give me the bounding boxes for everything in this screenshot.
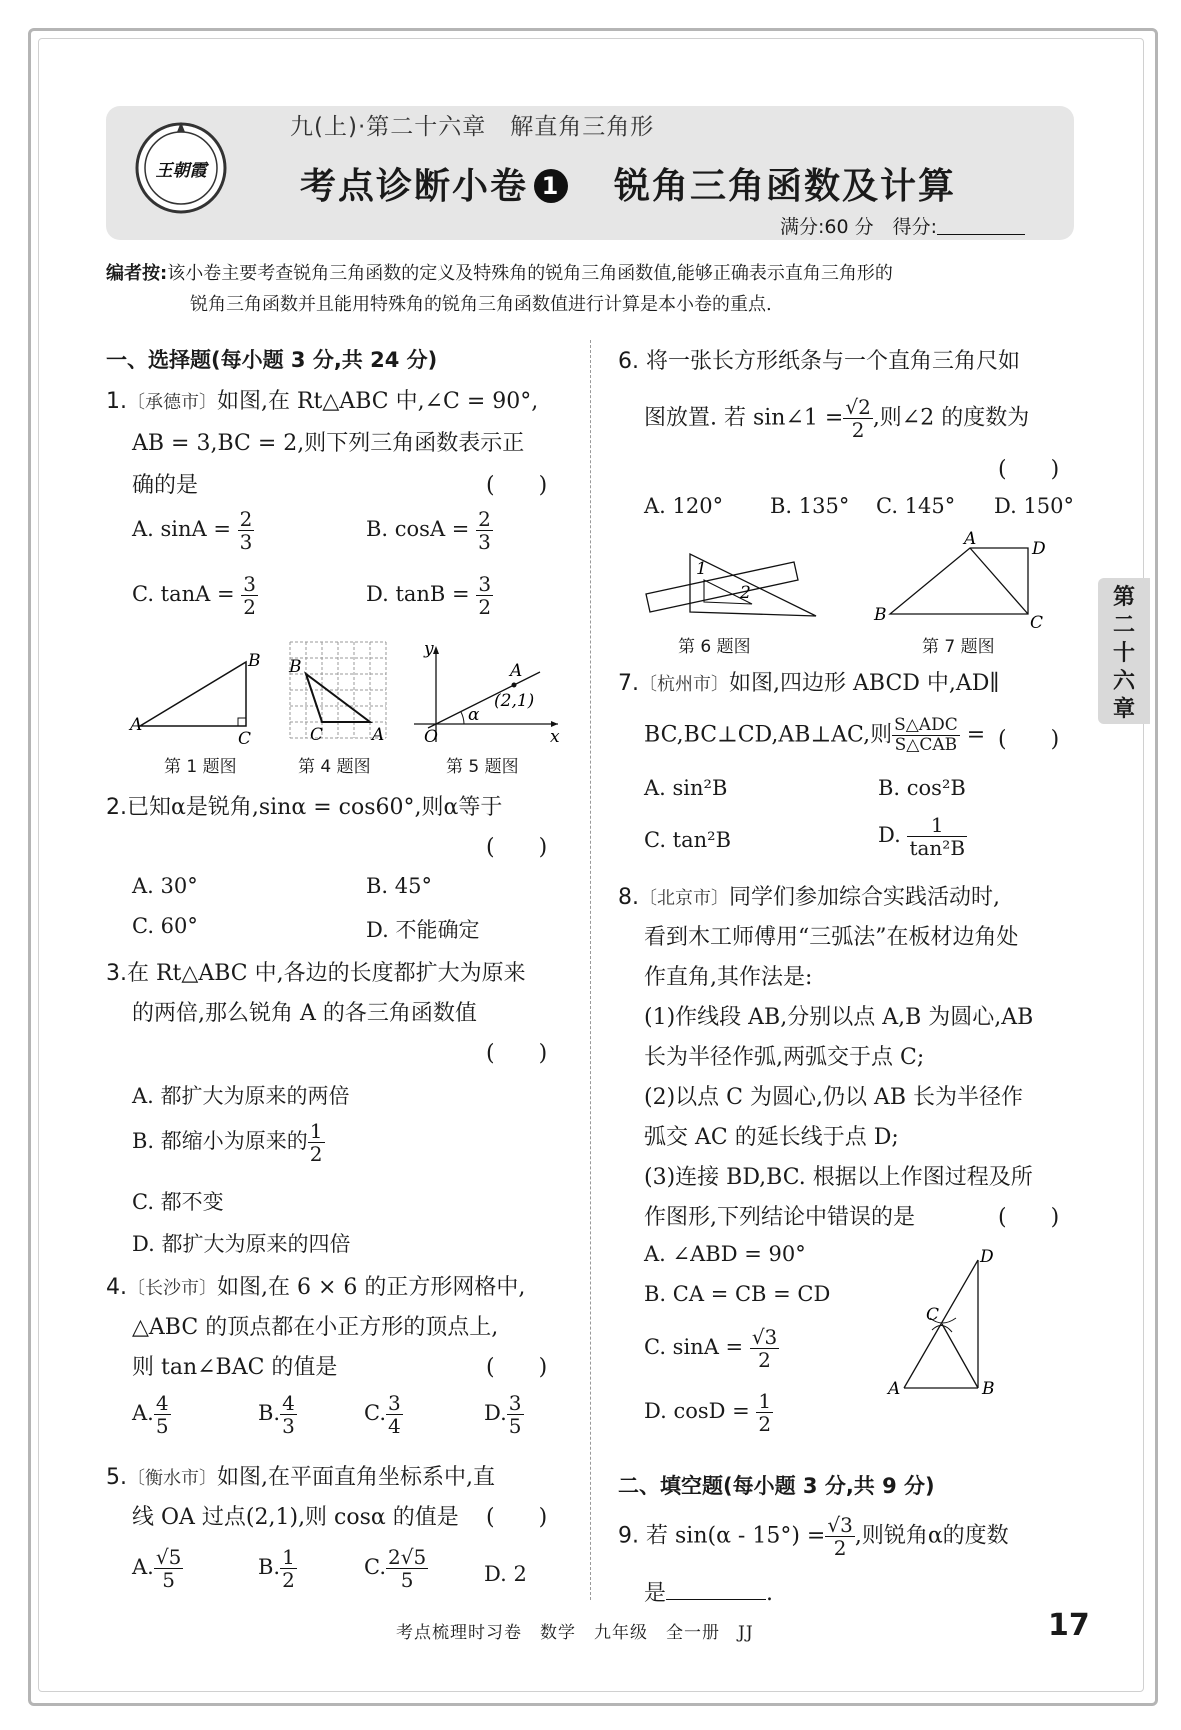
q7-option-a: A. sin²B: [644, 776, 728, 800]
caption-fig7: 第 7 题图: [922, 637, 995, 657]
svg-text:(2,1): (2,1): [494, 691, 535, 711]
q5-option-b: B. $\frac{1}{2}$: [258, 1545, 295, 1592]
q4-option-a: A. $\frac{4}{5}$: [132, 1391, 169, 1438]
q4-answer-bracket: ( ): [486, 1355, 548, 1380]
q6-option-d: D. 150°: [994, 494, 1075, 518]
q4-line1: 4.〔长沙市〕如图,在 6 × 6 的正方形网格中,: [106, 1275, 526, 1300]
q3-line2: 的两倍,那么锐角 A 的各三角函数值: [132, 1001, 477, 1026]
q7-option-c: C. tan²B: [644, 828, 732, 852]
svg-text:王朝霞: 王朝霞: [155, 161, 207, 181]
q8-answer-bracket: ( ): [998, 1205, 1060, 1230]
q8-step2b: 弧交 AC 的延长线于点 D;: [644, 1125, 899, 1150]
column-divider: [590, 340, 592, 1600]
q1-line3: 确的是: [132, 473, 199, 498]
figure-q6: [640, 542, 820, 624]
q2-option-b: B. 45°: [366, 874, 433, 898]
q6-option-c: C. 145°: [876, 494, 956, 518]
footer-text: 考点梳理时习卷 数学 九年级 全一册 JJ: [396, 1623, 754, 1643]
q4-option-c: C. $\frac{3}{4}$: [364, 1391, 401, 1438]
q4-option-b: B. $\frac{4}{3}$: [258, 1391, 295, 1438]
page-number: 17: [1048, 1608, 1090, 1643]
q7-line1: 7.〔杭州市〕如图,四边形 ABCD 中,AD∥: [618, 671, 1000, 696]
svg-text:2: 2: [740, 583, 751, 603]
svg-text:D: D: [1032, 539, 1046, 559]
publisher-logo: [133, 118, 229, 214]
q2-answer-bracket: ( ): [486, 835, 548, 860]
svg-text:B: B: [248, 651, 261, 671]
q8-option-a: A. ∠ABD = 90°: [644, 1242, 806, 1266]
section-2-title: 二、填空题(每小题 3 分,共 9 分): [618, 1474, 935, 1498]
figure-q7: [870, 529, 1060, 633]
q4-line3: 则 tan∠BAC 的值是: [132, 1355, 338, 1380]
svg-text:y: y: [424, 639, 434, 659]
svg-text:C: C: [926, 1305, 940, 1325]
svg-text:C: C: [1030, 613, 1044, 633]
svg-text:B: B: [289, 657, 302, 677]
q6-line2: 图放置. 若 sin∠1 = $\frac{√2}{2}$ ,则∠2 的度数为: [644, 395, 1030, 442]
figure-q5: [406, 640, 566, 746]
q3-option-d: D. 都扩大为原来的四倍: [132, 1232, 351, 1256]
q3-line1: 3.在 Rt△ABC 中,各边的长度都扩大为原来: [106, 961, 526, 986]
svg-text:A: A: [510, 661, 523, 681]
svg-text:1: 1: [696, 559, 707, 579]
editor-note: 编者按:该小卷主要考查锐角三角函数的定义及特殊角的锐角三角函数值,能够正确表示直角三角形的 锐角三角函数并且能用特殊角的锐角三角函数值进行计算是本小卷的重点.: [106, 263, 893, 315]
caption-fig5: 第 5 题图: [446, 757, 519, 777]
q5-option-a: A. $\frac{√5}{5}$: [132, 1545, 182, 1592]
q8-option-d: D. cosD = $\frac{1}{2}$: [644, 1389, 772, 1436]
q9-line2: 是 .: [644, 1581, 774, 1606]
q8-step1b: 长为半径作弧,两弧交于点 C;: [644, 1045, 925, 1070]
q1-option-b: B. cosA = $\frac{2}{3}$: [366, 507, 491, 554]
page-title: 考点诊断小卷 1 锐角三角函数及计算: [300, 166, 957, 207]
figure-q8: [886, 1248, 1006, 1402]
q1-line1: 1.〔承德市〕如图,在 Rt△ABC 中,∠C = 90°,: [106, 389, 539, 414]
q1-option-c: C. tanA = $\frac{3}{2}$: [132, 572, 257, 619]
q3-option-b: B. 都缩小为原来的 $\frac{1}{2}$: [132, 1119, 323, 1166]
q8-option-b: B. CA = CB = CD: [644, 1282, 831, 1306]
svg-text:C: C: [238, 729, 252, 749]
q2-option-a: A. 30°: [132, 874, 198, 898]
svg-text:B: B: [874, 605, 887, 625]
chapter-side-tab: 第二十六章: [1098, 578, 1150, 724]
q9-line1: 9. 若 sin(α - 15°) = $\frac{√3}{2}$ ,则锐角α的度数: [618, 1513, 1009, 1560]
q5-line2: 线 OA 过点(2,1),则 cosα 的值是: [132, 1505, 459, 1530]
q7-option-d: D. $\frac{1}{\text{tan²B}}$: [878, 813, 966, 860]
q8-line2: 看到木工师傅用“三弧法”在板材边角处: [644, 925, 1019, 950]
q7-line2: BC,BC⊥CD,AB⊥AC,则 $\frac{\text{S△ADC}}{\text{S△CAB}}$ =: [644, 715, 986, 755]
q3-option-a: A. 都扩大为原来的两倍: [132, 1084, 350, 1108]
q1-option-a: A. sinA = $\frac{2}{3}$: [132, 507, 253, 554]
q8-line3: 作直角,其作法是:: [644, 965, 813, 990]
svg-text:A: A: [130, 715, 143, 735]
q1-line2: AB = 3,BC = 2,则下列三角函数表示正: [132, 431, 525, 456]
figure-q1: [128, 648, 278, 749]
svg-text:A: A: [372, 725, 385, 745]
q4-option-d: D. $\frac{3}{5}$: [484, 1391, 522, 1438]
q1-answer-bracket: ( ): [486, 473, 548, 498]
q5-option-c: C. $\frac{2√5}{5}$: [364, 1545, 427, 1592]
svg-text:A: A: [888, 1379, 901, 1399]
svg-text:C: C: [310, 725, 324, 745]
q7-answer-bracket: ( ): [998, 727, 1060, 752]
q5-option-d: D. 2: [484, 1562, 527, 1586]
svg-text:A: A: [964, 529, 977, 549]
q2-option-c: C. 60°: [132, 914, 198, 938]
svg-text:x: x: [550, 727, 560, 747]
q2-line1: 2.已知α是锐角,sinα = cos60°,则α等于: [106, 795, 503, 820]
q8-step2a: (2)以点 C 为圆心,仍以 AB 长为半径作: [644, 1085, 1024, 1110]
q5-answer-bracket: ( ): [486, 1505, 548, 1530]
q8-line1: 8.〔北京市〕同学们参加综合实践活动时,: [618, 885, 1000, 910]
caption-fig4: 第 4 题图: [298, 757, 371, 777]
breadcrumb: 九(上)·第二十六章 解直角三角形: [290, 114, 655, 140]
q3-answer-bracket: ( ): [486, 1041, 548, 1066]
q6-answer-bracket: ( ): [998, 457, 1060, 482]
q6-option-a: A. 120°: [644, 494, 724, 518]
svg-text:B: B: [982, 1379, 995, 1399]
q7-option-b: B. cos²B: [878, 776, 966, 800]
figure-q4-grid: [286, 638, 394, 746]
q8-step3b: 作图形,下列结论中错误的是: [644, 1205, 915, 1230]
svg-text:O: O: [424, 727, 438, 747]
score-line: 满分:60 分 得分:: [780, 212, 1025, 239]
number-badge: 1: [534, 169, 568, 203]
q8-step3a: (3)连接 BD,BC. 根据以上作图过程及所: [644, 1165, 1033, 1190]
q6-option-b: B. 135°: [770, 494, 850, 518]
section-1-title: 一、选择题(每小题 3 分,共 24 分): [106, 348, 438, 372]
caption-fig6: 第 6 题图: [678, 637, 751, 657]
q8-step1a: (1)作线段 AB,分别以点 A,B 为圆心,AB: [644, 1005, 1034, 1030]
svg-text:D: D: [980, 1247, 994, 1267]
svg-text:α: α: [468, 705, 480, 725]
q2-option-d: D. 不能确定: [366, 918, 480, 942]
q8-option-c: C. sinA = $\frac{√3}{2}$: [644, 1325, 778, 1372]
q3-option-c: C. 都不变: [132, 1190, 224, 1214]
q5-line1: 5.〔衡水市〕如图,在平面直角坐标系中,直: [106, 1465, 495, 1490]
q6-line1: 6. 将一张长方形纸条与一个直角三角尺如: [618, 349, 1021, 374]
q1-option-d: D. tanB = $\frac{3}{2}$: [366, 572, 492, 619]
q4-line2: △ABC 的顶点都在小正方形的顶点上,: [132, 1315, 499, 1340]
caption-fig1: 第 1 题图: [164, 757, 237, 777]
